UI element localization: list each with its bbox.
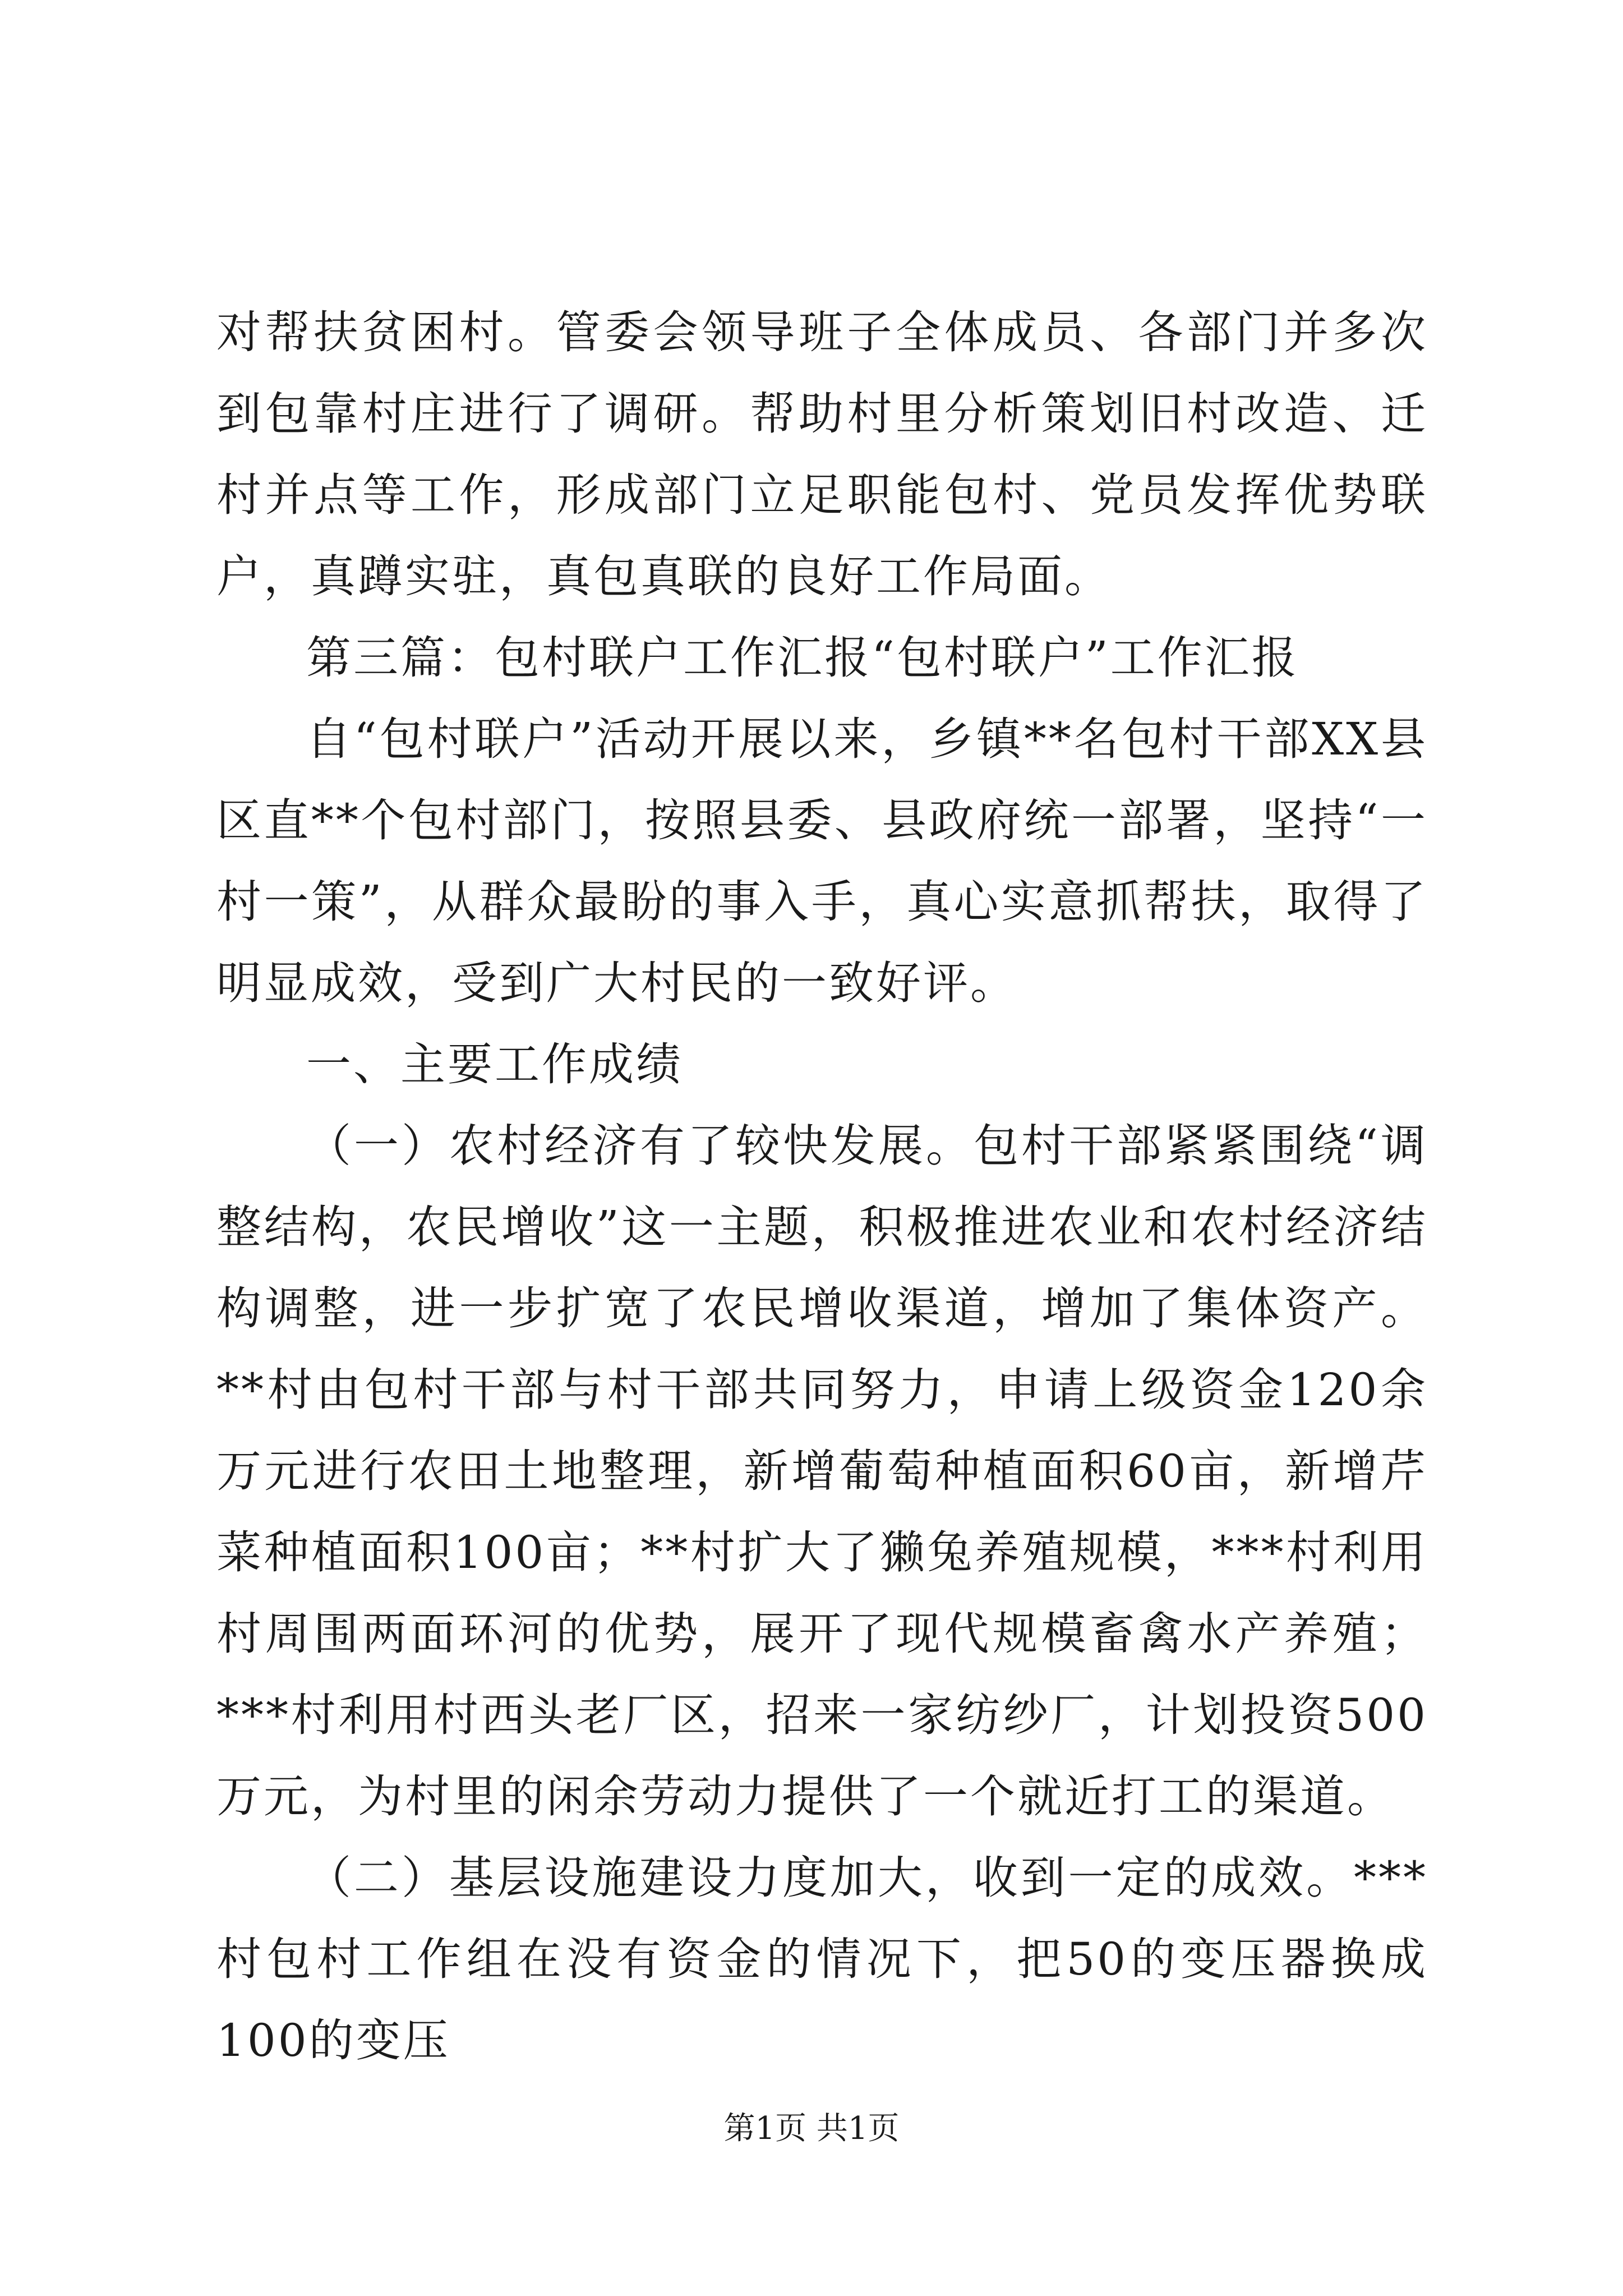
section-heading-main-achievements: 一、主要工作成绩 xyxy=(306,1038,683,1091)
paragraph-rural-economy: （一）农村经济有了较快发展。包村干部紧紧围绕“调整结构，农民增收”这一主题，积极推进农业和农村经济结构调整，进一步扩宽了农民增收渠道，增加了集体资产。**村由包村干部与村干部共同努力，申请上级资金120余万元进行农田土地整理，新增葡萄种植面积60亩，新增芹菜种植面积100亩；**村扩大了獭兔养殖规模，***村利用村周围两面环河的优势，展开了现代规模畜禽水产养殖；***村利用村西头老厂区，招来一家纺纱厂，计划投资500万元，为村里的闲余劳动力提供了一个就近打工的渠道。 xyxy=(216,1120,1428,1823)
paragraph-intro: 自“包村联户”活动开展以来，乡镇**名包村干部XX县区直**个包村部门，按照县委、县政府统一部署，坚持“一村一策”，从群众最盼的事入手，真心实意抓帮扶，取得了明显成效，受到广大村民的一致好评。 xyxy=(216,713,1428,1009)
paragraph-infrastructure: （二）基层设施建设力度加大，收到一定的成效。***村包村工作组在没有资金的情况下，把50的变压器换成100的变压 xyxy=(216,1852,1428,2067)
document-body xyxy=(216,292,1428,2081)
page-number-label: 第1页 共1页 xyxy=(723,2110,900,2147)
paragraph-continuation: 对帮扶贫困村。管委会领导班子全体成员、各部门并多次到包靠村庄进行了调研。帮助村里分析策划旧村改造、迁村并点等工作，形成部门立足职能包村、党员发挥优势联户，真蹲实驻，真包真联的良好工作局面。 xyxy=(216,306,1428,602)
page-footer xyxy=(0,2109,1623,2148)
section-heading-third-article: 第三篇：包村联户工作汇报“包村联户”工作汇报 xyxy=(306,632,1299,684)
